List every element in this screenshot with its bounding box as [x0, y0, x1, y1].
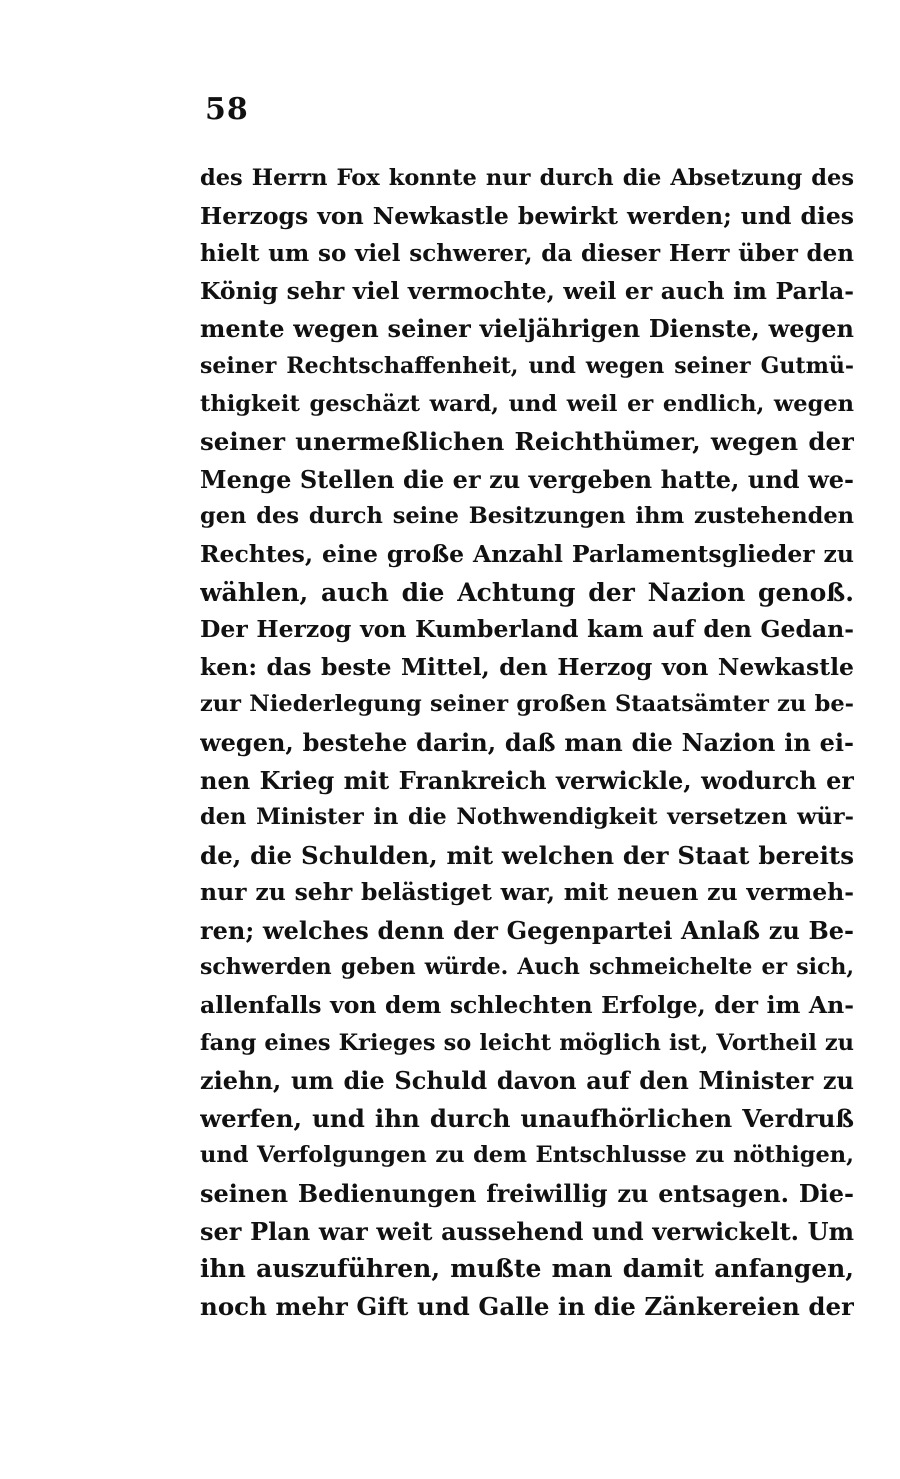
text-line: den Minister in die Nothwendigkeit versetzen wür-	[200, 804, 854, 831]
text-line: nen Krieg mit Frankreich verwickle, wodurch er	[200, 765, 854, 795]
text-line: fang eines Krieges so leicht möglich ist, Vortheil zu	[200, 1029, 854, 1056]
text-line: wegen, bestehe darin, daß man die Nazion in ei-	[200, 727, 854, 757]
text-line: allenfalls von dem schlechten Erfolge, der im An-	[200, 991, 854, 1020]
body-text	[200, 160, 854, 1325]
text-line: hielt um so viel schwerer, da dieser Herr über den	[200, 240, 854, 268]
text-line: seiner unermeßlichen Reichthümer, wegen der	[200, 427, 854, 457]
text-line: des Herrn Fox konnte nur durch die Absetzung des	[200, 165, 854, 191]
text-line: ren; welches denn der Gegenpartei Anlaß zu Be-	[200, 915, 854, 945]
text-line: zur Niederlegung seiner großen Staatsämter zu be-	[200, 691, 854, 718]
text-line: Menge Stellen die er zu vergeben hatte, und we-	[200, 464, 854, 494]
text-line: Der Herzog von Kumberland kam auf den Gedan-	[200, 615, 854, 644]
text-line: noch mehr Gift und Galle in die Zänkereien der	[200, 1291, 854, 1321]
text-line: seinen Bedienungen freiwillig zu entsagen. Die-	[200, 1179, 854, 1209]
text-line: mente wegen seiner vieljährigen Dienste, wegen	[200, 314, 854, 344]
text-line: werfen, und ihn durch unaufhörlichen Verdruß	[200, 1103, 854, 1133]
text-line: de, die Schulden, mit welchen der Staat bereits	[200, 840, 854, 870]
text-line: ziehn, um die Schuld davon auf den Minister zu	[200, 1066, 854, 1096]
text-line: Rechtes, eine große Anzahl Parlamentsglieder zu	[200, 539, 854, 568]
text-line: ser Plan war weit aussehend und verwickelt. Um	[200, 1216, 854, 1246]
text-line: thigkeit geschäzt ward, und weil er endlich, wegen	[200, 390, 854, 417]
text-line: und Verfolgungen zu dem Entschlusse zu nöthigen,	[200, 1142, 854, 1169]
text-line: König sehr viel vermochte, weil er auch im Parla-	[200, 276, 854, 305]
text-line: Herzogs von Newkastle bewirkt werden; und dies	[200, 201, 854, 230]
text-line: seiner Rechtschaffenheit, und wegen seiner Gutmü-	[200, 352, 854, 379]
text-line: schwerden geben würde. Auch schmeichelte er sich,	[200, 954, 854, 981]
text-line: ihn auszuführen, mußte man damit anfangen,	[200, 1254, 854, 1284]
page-number: 58	[205, 92, 249, 127]
text-line: ken: das beste Mittel, den Herzog von Newkastle	[200, 652, 854, 681]
text-line: nur zu sehr belästiget war, mit neuen zu vermeh-	[200, 878, 854, 907]
text-line: wählen, auch die Achtung der Nazion genoß.	[200, 577, 854, 607]
text-line: gen des durch seine Besitzungen ihm zustehenden	[200, 503, 854, 530]
